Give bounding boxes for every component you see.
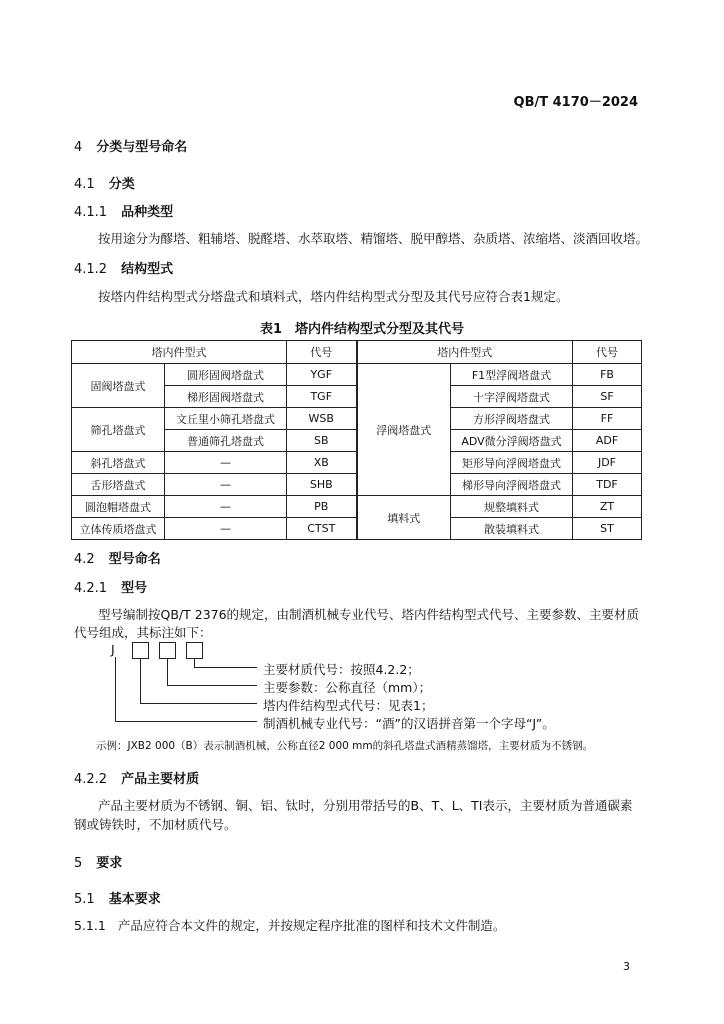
type-cell: 规整填料式 [451, 496, 573, 518]
col-header: 塔内件型式 [72, 341, 287, 364]
code-cell: YGF [287, 364, 357, 386]
paragraph-4-2-2-line2: 钢或铸铁时，不加材质代号。 [74, 817, 237, 832]
parameter-box-structure [132, 642, 149, 659]
heading-number: 5.1 [74, 892, 95, 907]
heading-number: 4.1 [74, 177, 95, 192]
model-prefix: J [111, 642, 115, 657]
leader-line [167, 685, 257, 686]
page-number: 3 [623, 960, 630, 973]
type-cell: 十字浮阀塔盘式 [451, 386, 573, 408]
heading-title: 产品主要材质 [121, 772, 200, 787]
leader-line [167, 658, 168, 686]
heading-4 [74, 136, 187, 155]
code-cell: SF [573, 386, 642, 408]
heading-5-1 [74, 888, 161, 907]
heading-4-1 [74, 173, 135, 192]
code-cell: XB [287, 452, 357, 474]
heading-title: 结构型式 [121, 262, 174, 277]
type-cell: 方形浮阀塔盘式 [451, 408, 573, 430]
heading-number: 4.1.1 [74, 205, 108, 220]
type-cell: 梯形固阀塔盘式 [165, 386, 287, 408]
code-cell: ADF [573, 430, 642, 452]
code-cell: ZT [573, 496, 642, 518]
code-cell: FB [573, 364, 642, 386]
example-note: 示例：JXB2 000（B）表示制酒机械，公称直径2 000 mm的斜孔塔盘式酒精蒸馏塔，主要材质为不锈钢。 [96, 740, 594, 752]
leader-line [140, 703, 257, 704]
type-cell: 散装填料式 [451, 518, 573, 540]
code-cell: WSB [287, 408, 357, 430]
type-cell: — [165, 474, 287, 496]
heading-title: 基本要求 [108, 892, 161, 907]
group-name-cell: 立体传质塔盘式 [72, 518, 165, 540]
leader-line [115, 657, 116, 722]
col-header: 塔内件型式 [357, 341, 573, 364]
type-cell: — [165, 496, 287, 518]
heading-number: 4.1.2 [74, 262, 108, 277]
heading-5 [74, 852, 122, 871]
type-cell: 普通筛孔塔盘式 [165, 430, 287, 452]
type-cell: ADV微分浮阀塔盘式 [451, 430, 573, 452]
heading-title: 型号 [121, 581, 148, 596]
clause-text: 产品应符合本文件的规定，并按规定程序批准的图样和技术文件制造。 [117, 918, 506, 933]
clause-number: 5.1.1 [74, 918, 106, 933]
col-header: 代号 [287, 341, 357, 364]
heading-number: 4.2.2 [74, 772, 108, 787]
group-name-cell: 筛孔塔盘式 [72, 408, 165, 452]
heading-4-2 [74, 548, 161, 567]
group-name-cell: 填料式 [357, 496, 451, 540]
clause-5-1-1 [74, 916, 505, 934]
paragraph-4-2-1-line2: 代号组成，其标注如下： [74, 625, 212, 640]
code-cell: CTST [287, 518, 357, 540]
heading-number: 4.2 [74, 552, 95, 567]
table-row [72, 364, 642, 386]
heading-number: 4 [74, 140, 83, 155]
code-cell: PB [287, 496, 357, 518]
group-name-cell: 圆泡帽塔盘式 [72, 496, 165, 518]
annotation-material: 主要材质代号：按照4.2.2； [263, 662, 420, 677]
paragraph-4-2-2-line1: 产品主要材质为不锈钢、铜、铝、钛时，分别用带括号的B、T、L、TI表示，主要材质为普通碳素 [98, 798, 633, 813]
annotation-structure: 塔内件结构型式代号：见表1； [263, 698, 434, 713]
group-name-cell: 固阀塔盘式 [72, 364, 165, 408]
type-cell: 文丘里小筛孔塔盘式 [165, 408, 287, 430]
type-cell: — [165, 518, 287, 540]
paragraph-4-1-1: 按用途分为醪塔、粗辅塔、脱醛塔、水萃取塔、精馏塔、脱甲醇塔、杂质塔、浓缩塔、淡酒回收塔。 [98, 231, 649, 246]
type-cell: — [165, 452, 287, 474]
leader-line [194, 667, 257, 668]
code-cell: SB [287, 430, 357, 452]
group-name-cell: 浮阀塔盘式 [357, 364, 451, 496]
leader-line [115, 721, 257, 722]
heading-title: 型号命名 [108, 552, 161, 567]
paragraph-4-1-2: 按塔内件结构型式分塔盘式和填料式，塔内件结构型式分型及其代号应符合表1规定。 [98, 289, 569, 304]
code-cell: ST [573, 518, 642, 540]
group-name-cell: 斜孔塔盘式 [72, 452, 165, 474]
standard-code: QB/T 4170－2024 [513, 95, 638, 110]
parameter-box-material [186, 642, 203, 659]
type-cell: F1型浮阀塔盘式 [451, 364, 573, 386]
annotation-profession: 制酒机械专业代号：“酒”的汉语拼音第一个字母“J”。 [263, 716, 555, 731]
code-cell: FF [573, 408, 642, 430]
heading-number: 5 [74, 856, 83, 871]
heading-4-2-2 [74, 768, 199, 787]
heading-number: 4.2.1 [74, 581, 108, 596]
heading-title: 要求 [96, 856, 123, 871]
col-header: 代号 [573, 341, 642, 364]
code-cell: TGF [287, 386, 357, 408]
type-cell: 梯形导向浮阀塔盘式 [451, 474, 573, 496]
type-cell: 圆形固阀塔盘式 [165, 364, 287, 386]
code-cell: SHB [287, 474, 357, 496]
heading-4-1-1 [74, 201, 173, 220]
classification-table [71, 340, 642, 540]
heading-title: 分类与型号命名 [96, 140, 188, 155]
heading-title: 分类 [108, 177, 135, 192]
group-name-cell: 舌形塔盘式 [72, 474, 165, 496]
annotation-parameter: 主要参数：公称直径（mm）； [263, 680, 432, 695]
heading-4-2-1 [74, 577, 147, 596]
code-cell: TDF [573, 474, 642, 496]
table-header-row [72, 341, 642, 364]
heading-4-1-2 [74, 258, 173, 277]
table-row [72, 496, 642, 518]
parameter-box-size [159, 642, 176, 659]
type-cell: 矩形导向浮阀塔盘式 [451, 452, 573, 474]
table-title: 表1 塔内件结构型式分型及其代号 [259, 322, 465, 337]
paragraph-4-2-1-line1: 型号编制按QB/T 2376的规定，由制酒机械专业代号、塔内件结构型式代号、主要参数、主要材质 [98, 607, 640, 622]
code-cell: JDF [573, 452, 642, 474]
leader-line [140, 658, 141, 704]
heading-title: 品种类型 [121, 205, 174, 220]
